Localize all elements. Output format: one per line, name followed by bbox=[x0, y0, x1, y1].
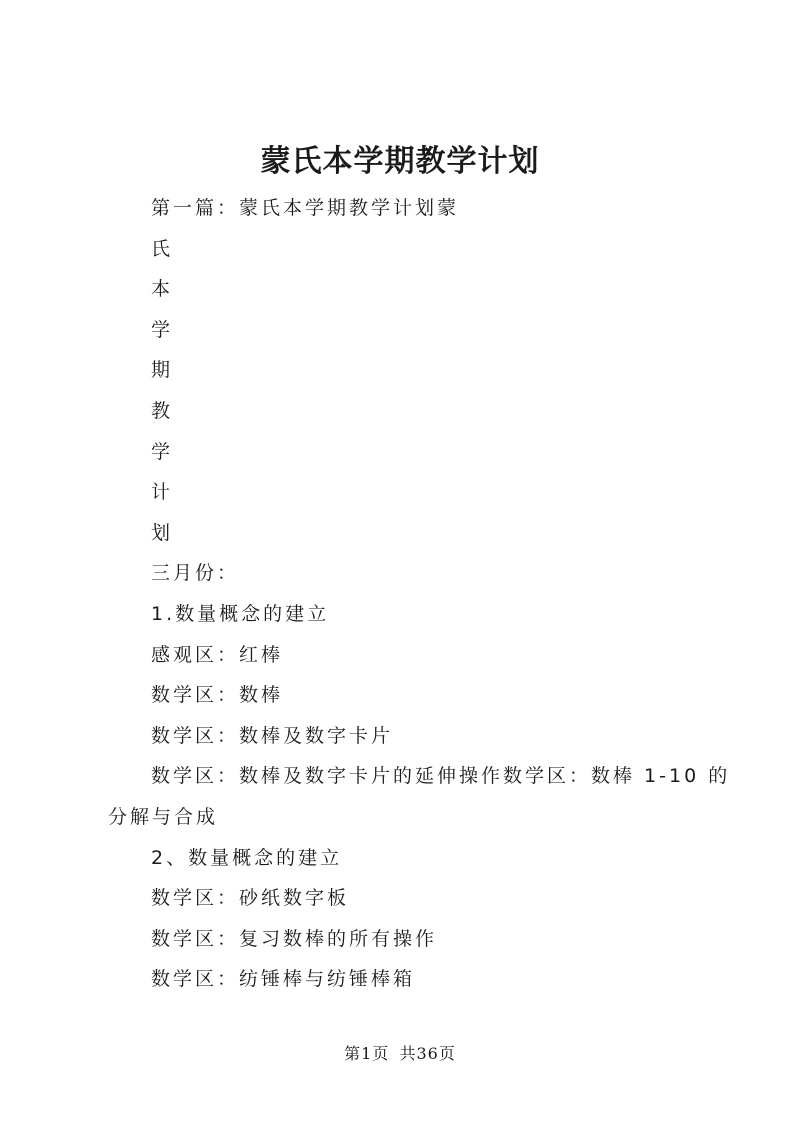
document-body bbox=[108, 188, 731, 1000]
page-number: 第1页 bbox=[344, 1044, 390, 1063]
document-title: 蒙氏本学期教学计划 bbox=[260, 144, 540, 179]
body-line: 计 bbox=[151, 481, 174, 504]
body-line: 2、数量概念的建立 bbox=[151, 846, 343, 869]
body-line: 数学区：数棒及数字卡片的延伸操作数学区：数棒 1-10 的 bbox=[151, 765, 731, 788]
body-line: 数学区：复习数棒的所有操作 bbox=[151, 927, 438, 950]
body-line: 期 bbox=[151, 359, 174, 382]
body-line: 数学区：纺锤棒与纺锤棒箱 bbox=[151, 968, 416, 991]
body-line: 氏 bbox=[151, 237, 174, 260]
body-line: 第一篇：蒙氏本学期教学计划蒙 bbox=[151, 197, 460, 219]
body-line: 感观区：红棒 bbox=[151, 643, 284, 666]
body-line: 学 bbox=[151, 318, 174, 341]
body-line: 学 bbox=[151, 440, 174, 463]
body-line: 数学区：砂纸数字板 bbox=[151, 887, 350, 910]
body-line: 1.数量概念的建立 bbox=[151, 602, 330, 625]
body-line: 教 bbox=[151, 399, 174, 422]
body-line: 数学区：数棒 bbox=[151, 684, 284, 707]
body-line: 划 bbox=[151, 521, 174, 544]
body-line: 本 bbox=[151, 278, 174, 301]
body-line: 三月份： bbox=[151, 562, 240, 585]
body-line-continuation: 分解与合成 bbox=[108, 805, 219, 828]
page-footer bbox=[0, 1043, 800, 1065]
body-line: 数学区：数棒及数字卡片 bbox=[151, 724, 394, 747]
page-total: 共36页 bbox=[399, 1044, 456, 1063]
